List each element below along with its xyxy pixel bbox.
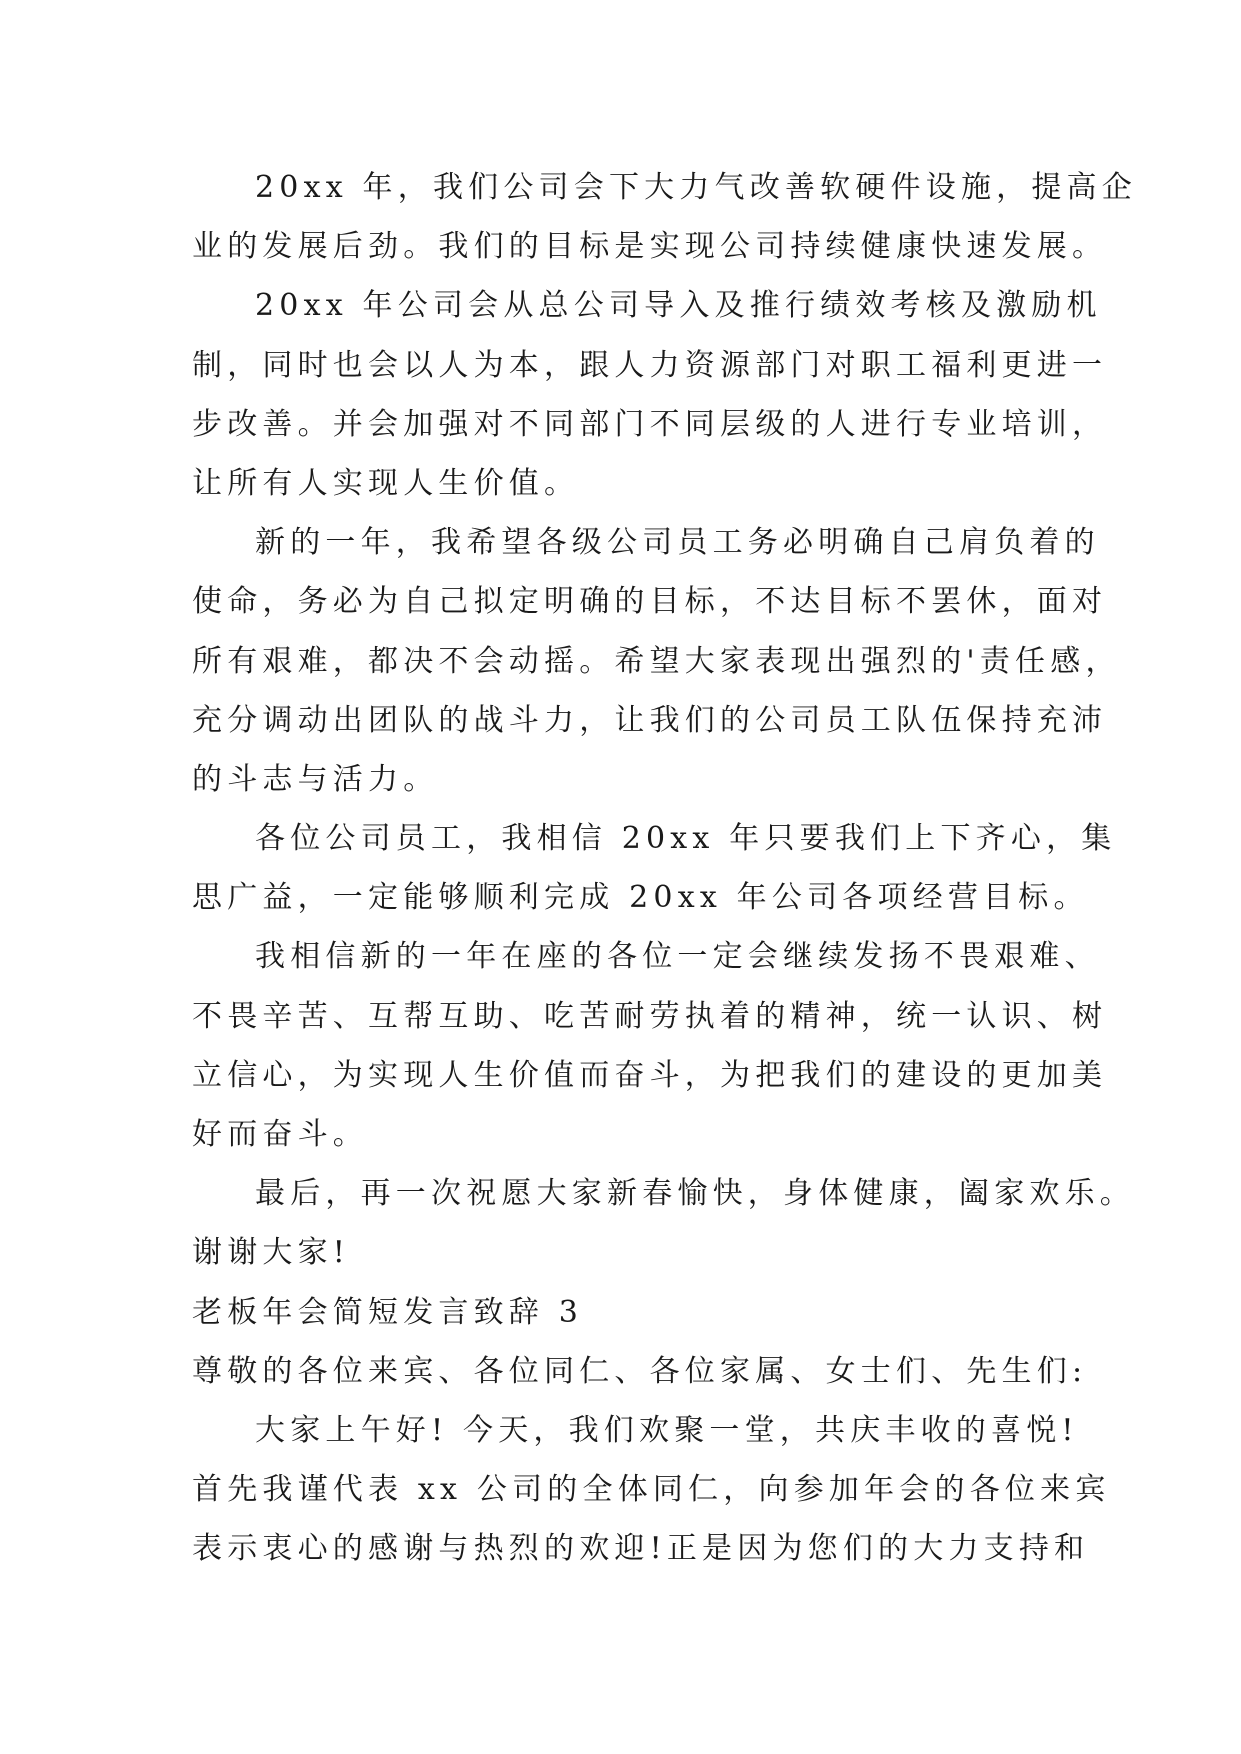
paragraph-line: 步改善。并会加强对不同部门不同层级的人进行专业培训， [192, 406, 1108, 442]
paragraph-line: 使命，务必为自己拟定明确的目标，不达目标不罢休，面对 [192, 584, 1108, 620]
paragraph-line: 充分调动出团队的战斗力，让我们的公司员工队伍保持充沛 [192, 702, 1108, 738]
paragraph-line: 好而奋斗。 [192, 1117, 368, 1152]
paragraph-line: 最后，再一次祝愿大家新春愉快，身体健康，阖家欢乐。 [255, 1176, 1135, 1212]
paragraph-line: 让所有人实现人生价值。 [192, 465, 580, 501]
paragraph-line: 我相信新的一年在座的各位一定会继续发扬不畏艰难、 [255, 939, 1100, 975]
paragraph-line: 思广益，一定能够顺利完成 20xx 年公司各项经营目标。 [192, 880, 1089, 916]
paragraph-line: 谢谢大家! [192, 1235, 351, 1271]
paragraph-line: 表示衷心的感谢与热烈的欢迎!正是因为您们的大力支持和 [192, 1531, 1090, 1567]
section-title: 老板年会简短发言致辞 3 [192, 1294, 584, 1330]
paragraph-line: 立信心，为实现人生价值而奋斗，为把我们的建设的更加美 [192, 1057, 1108, 1093]
paragraph-line: 的斗志与活力。 [192, 761, 439, 797]
paragraph-line: 制，同时也会以人为本，跟人力资源部门对职工福利更进一 [192, 347, 1108, 383]
paragraph-line: 业的发展后劲。我们的目标是实现公司持续健康快速发展。 [192, 229, 1108, 265]
paragraph-line: 新的一年，我希望各级公司员工务必明确自己肩负着的 [255, 525, 1100, 561]
paragraph-line: 首先我谨代表 xx 公司的全体同仁，向参加年会的各位来宾 [192, 1472, 1111, 1508]
paragraph-line: 所有艰难，都决不会动摇。希望大家表现出强烈的'责任感， [192, 643, 1121, 679]
paragraph-line: 20xx 年公司会从总公司导入及推行绩效考核及激励机 [255, 288, 1102, 324]
paragraph-line: 各位公司员工，我相信 20xx 年只要我们上下齐心，集 [255, 821, 1117, 857]
paragraph-line: 大家上午好! 今天，我们欢聚一堂，共庆丰收的喜悦! [255, 1412, 1079, 1448]
paragraph-line: 不畏辛苦、互帮互助、吃苦耐劳执着的精神，统一认识、树 [192, 998, 1108, 1034]
paragraph-line: 20xx 年，我们公司会下大力气改善软硬件设施，提高企 [255, 170, 1137, 205]
document-body [192, 158, 1137, 1579]
salutation: 尊敬的各位来宾、各位同仁、各位家属、女士们、先生们: [192, 1353, 1088, 1389]
